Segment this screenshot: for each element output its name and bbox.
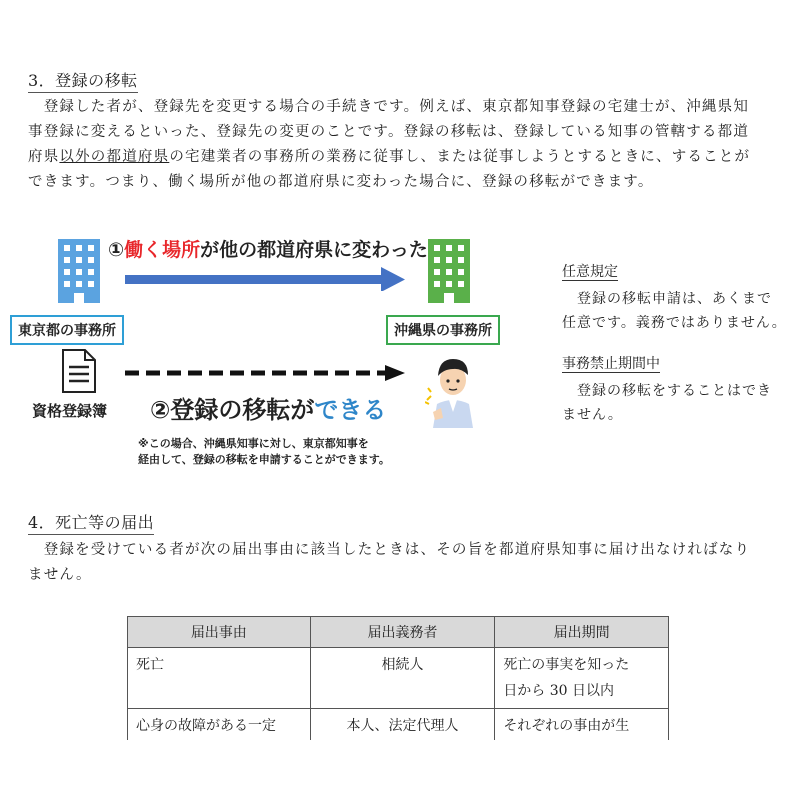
table-header: 届出事由 xyxy=(128,617,311,648)
person-icon xyxy=(425,350,481,432)
step2-emphasis: できる xyxy=(314,396,387,424)
side-line: 任意です。義務ではありません。 xyxy=(562,315,787,331)
registration-arrow xyxy=(125,363,405,387)
para-line: 事登録に変えるといった、登録先の変更のことです。登録の移転は、登録している知事の管轄する都道 xyxy=(28,124,750,140)
underlined-text: 以外の都道府県 xyxy=(59,149,170,165)
table-cell: 心身の故障がある一定 xyxy=(128,709,311,741)
step2-caption xyxy=(150,390,386,425)
table-cell: 死亡 xyxy=(128,648,311,709)
building-icon xyxy=(58,239,100,307)
notification-table-clip xyxy=(127,616,672,740)
para-text: の宅建業者の事務所の業務に従事し、または従事しようとするときに、することが xyxy=(169,149,751,165)
step1-number: ① xyxy=(108,239,125,261)
note-line: ※この場合、沖縄県知事に対し、東京都知事を xyxy=(138,437,369,450)
step2-number: ② xyxy=(150,396,171,424)
table-cell: 本人、法定代理人 xyxy=(310,709,495,741)
side-notes xyxy=(562,261,794,427)
table-row xyxy=(128,709,669,741)
okinawa-office-label: 沖縄県の事務所 xyxy=(386,315,500,345)
para-line: ません。 xyxy=(28,567,92,583)
para-text: 府県 xyxy=(28,149,60,165)
table-row xyxy=(128,648,669,709)
step2-text: 登録の移転が xyxy=(170,396,315,424)
para-line: 登録した者が、登録先を変更する場合の手続きです。例えば、東京都知事登録の宅建士が、沖縄県知 xyxy=(28,99,750,115)
doc-label: 資格登録簿 xyxy=(32,402,108,420)
cell-line: 死亡の事実を知った xyxy=(503,657,630,673)
side-line: ません。 xyxy=(562,407,623,423)
para-line: 登録を受けている者が次の届出事由に該当したときは、その旨を都道府県知事に届け出なければなり xyxy=(28,542,751,558)
note xyxy=(138,436,390,468)
side-line: 登録の移転申請は、あくまで xyxy=(562,291,772,307)
table-header: 届出義務者 xyxy=(310,617,495,648)
table-cell xyxy=(495,648,669,709)
side-text-suspension xyxy=(562,379,794,427)
para-line xyxy=(28,145,788,170)
step1-emphasis: 働く場所 xyxy=(124,239,201,261)
transfer-diagram xyxy=(0,225,560,475)
step1-caption xyxy=(108,235,428,262)
side-title-suspension: 事務禁止期間中 xyxy=(562,356,660,372)
building-icon xyxy=(428,239,470,307)
section4-paragraph xyxy=(28,538,788,588)
table-cell: 相続人 xyxy=(310,648,495,709)
tokyo-office-label: 東京都の事務所 xyxy=(10,315,124,345)
side-title-voluntary: 任意規定 xyxy=(562,264,618,280)
step1-text: が他の都道府県に変わった xyxy=(200,239,428,261)
section3-heading: 3．登録の移転 xyxy=(28,68,138,93)
section4-heading: 4．死亡等の届出 xyxy=(28,510,154,535)
cell-line: 日から 30 日以内 xyxy=(503,683,615,699)
table-header-row xyxy=(128,617,669,648)
side-line: 登録の移転をすることはでき xyxy=(562,383,772,399)
notification-table xyxy=(127,616,669,740)
note-line: 経由して、登録の移転を申請することができます。 xyxy=(138,453,390,466)
table-header: 届出期間 xyxy=(495,617,669,648)
para-line: できます。つまり、働く場所が他の都道府県に変わった場合に、登録の移転ができます。 xyxy=(28,174,654,190)
section3-paragraph xyxy=(28,95,788,195)
document-icon xyxy=(62,349,96,397)
move-arrow xyxy=(125,267,405,295)
side-text-voluntary xyxy=(562,287,794,335)
table-cell: それぞれの事由が生 xyxy=(495,709,669,741)
